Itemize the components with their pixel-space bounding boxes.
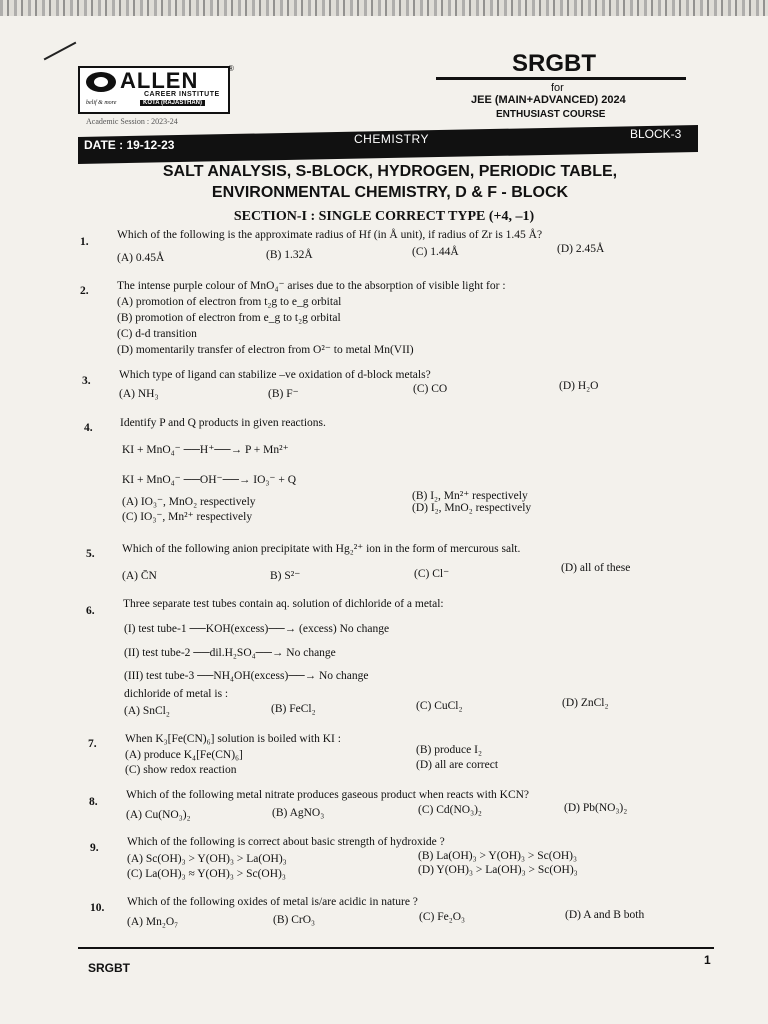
option: (A) C̄N [122, 570, 157, 582]
logo-brand: ALLEN [120, 68, 199, 93]
subject-label: CHEMISTRY [354, 132, 429, 146]
option: (D) I₂, MnO₂ respectively [412, 502, 532, 514]
question-text: Which type of ligand can stabilize –ve oxidation of d-block metals? [119, 369, 431, 381]
option: (C) CuCl₂ [416, 700, 463, 712]
option: (B) F⁻ [268, 388, 299, 400]
option: (D) all of these [561, 562, 631, 574]
question-text: Which of the following is correct about basic strength of hydroxide ? [127, 836, 445, 848]
reaction: KI + MnO₄⁻ ──OH⁻──→ IO₃⁻ + Q [122, 474, 297, 486]
footer-rule [78, 947, 714, 949]
section-heading: SECTION-I : SINGLE CORRECT TYPE (+4, –1) [233, 209, 535, 224]
option: (B) FeCl₂ [271, 703, 316, 715]
option: (A) promotion of electron from t₂g to e_g orbital [117, 296, 342, 308]
question-text: Which of the following is the approximate radius of Hf (in Å unit), if radius of Zr is 1.45 Å? [117, 229, 543, 241]
option: (C) Cd(NO₃)₂ [418, 804, 482, 816]
allen-logo [78, 66, 230, 114]
option: (D) ZnCl₂ [562, 697, 609, 709]
option: (A) Cu(NO₃)₂ [126, 809, 191, 821]
question-number: 10. [90, 902, 105, 914]
question-text: dichloride of metal is : [124, 688, 229, 700]
logo-tagline: belif & more [86, 100, 117, 106]
option: (B) I₂, Mn²⁺ respectively [412, 490, 528, 502]
option: (A) SnCl₂ [124, 705, 170, 717]
academic-session: Academic Session : 2023-24 [86, 117, 178, 126]
option: (A) 0.45Å [117, 252, 165, 264]
option: (D) momentarily transfer of electron from O²⁻ to metal Mn(VII) [117, 344, 414, 356]
option: (A) produce K₄[Fe(CN)₆] [125, 749, 243, 761]
option: (B) promotion of electron from e_g to t₂g orbital [117, 312, 341, 324]
option: (D) H₂O [559, 380, 599, 392]
reaction: KI + MnO₄⁻ ──H⁺──→ P + Mn²⁺ [122, 444, 289, 456]
option: (D) A and B both [565, 909, 645, 921]
exam-date: DATE : 19-12-23 [84, 138, 175, 152]
reaction: (I) test tube-1 ──KOH(excess)──→ (excess) No change [124, 623, 390, 635]
option: (B) La(OH)₃ > Y(OH)₃ > Sc(OH)₃ [418, 850, 578, 862]
pencil-mark [44, 42, 77, 61]
logo-subtitle: CAREER INSTITUTE [144, 91, 220, 98]
option: (C) CO [413, 383, 448, 395]
option: (B) produce I₂ [416, 744, 482, 756]
option: (C) La(OH)₃ ≈ Y(OH)₃ > Sc(OH)₃ [127, 868, 286, 880]
option: (A) NH₃ [119, 388, 159, 400]
option: (A) Mn₂O₇ [127, 916, 179, 928]
question-number: 1. [80, 236, 89, 248]
paper-title-line-2: ENVIRONMENTAL CHEMISTRY, D & F - BLOCK [211, 184, 569, 201]
option: (D) all are correct [416, 759, 499, 771]
option: (A) Sc(OH)₃ > Y(OH)₃ > La(OH)₃ [127, 853, 287, 865]
option: (A) IO₃⁻, MnO₂ respectively [122, 496, 256, 508]
reaction: (II) test tube-2 ──dil.H₂SO₄──→ No change [124, 647, 336, 659]
registered-mark: ® [228, 64, 234, 73]
logo-city: KOTA (RAJASTHAN) [140, 100, 205, 106]
question-number: 5. [86, 548, 95, 560]
question-number: 7. [88, 738, 97, 750]
scan-edge-artifact [0, 0, 768, 16]
paper-title-line-1: SALT ANALYSIS, S-BLOCK, HYDROGEN, PERIODIC TABLE, [162, 163, 618, 180]
option: (B) CrO₃ [273, 914, 316, 926]
footer-paper-code: SRGBT [88, 961, 130, 975]
question-text: Identify P and Q products in given reactions. [120, 417, 326, 429]
block-label: BLOCK-3 [630, 127, 682, 141]
option: (C) IO₃⁻, Mn²⁺ respectively [122, 511, 253, 523]
question-text: When K₃[Fe(CN)₆] solution is boiled with KI : [125, 733, 341, 745]
option: (B) AgNO₃ [272, 807, 325, 819]
course-name: ENTHUSIAST COURSE [496, 109, 606, 120]
option: (C) Fe₂O₃ [419, 911, 466, 923]
option: (D) 2.45Å [557, 243, 605, 255]
paper-code: SRGBT [512, 50, 596, 77]
question-number: 9. [90, 842, 99, 854]
question-text: Which of the following metal nitrate produces gaseous product when reacts with KCN? [126, 789, 530, 801]
option: (C) 1.44Å [412, 246, 459, 258]
question-text: Which of the following anion precipitate with Hg₂²⁺ ion in the form of mercurous salt. [122, 543, 521, 555]
question-number: 2. [80, 285, 89, 297]
option: (C) Cl⁻ [414, 568, 450, 580]
option: (D) Y(OH)₃ > La(OH)₃ > Sc(OH)₃ [418, 864, 578, 876]
question-text: Which of the following oxides of metal is/are acidic in nature ? [127, 896, 418, 908]
option: (B) 1.32Å [266, 249, 313, 261]
question-text: Three separate test tubes contain aq. solution of dichloride of a metal: [123, 598, 444, 610]
for-label: for [551, 82, 564, 94]
option: (C) d-d transition [117, 328, 197, 340]
logo-emblem-icon [86, 72, 116, 92]
reaction: (III) test tube-3 ──NH₄OH(excess)──→ No change [124, 670, 369, 682]
question-number: 6. [86, 605, 95, 617]
option: (C) show redox reaction [125, 764, 237, 776]
option: B) S²⁻ [270, 570, 301, 582]
question-number: 4. [84, 422, 93, 434]
exam-name: JEE (MAIN+ADVANCED) 2024 [471, 94, 626, 106]
question-text: The intense purple colour of MnO₄⁻ arises due to the absorption of visible light for : [117, 280, 506, 292]
info-bar [78, 127, 698, 158]
question-number: 3. [82, 375, 91, 387]
page-number: 1 [704, 953, 711, 967]
option: (D) Pb(NO₃)₂ [564, 802, 628, 814]
header-rule [436, 77, 686, 80]
question-number: 8. [89, 796, 98, 808]
